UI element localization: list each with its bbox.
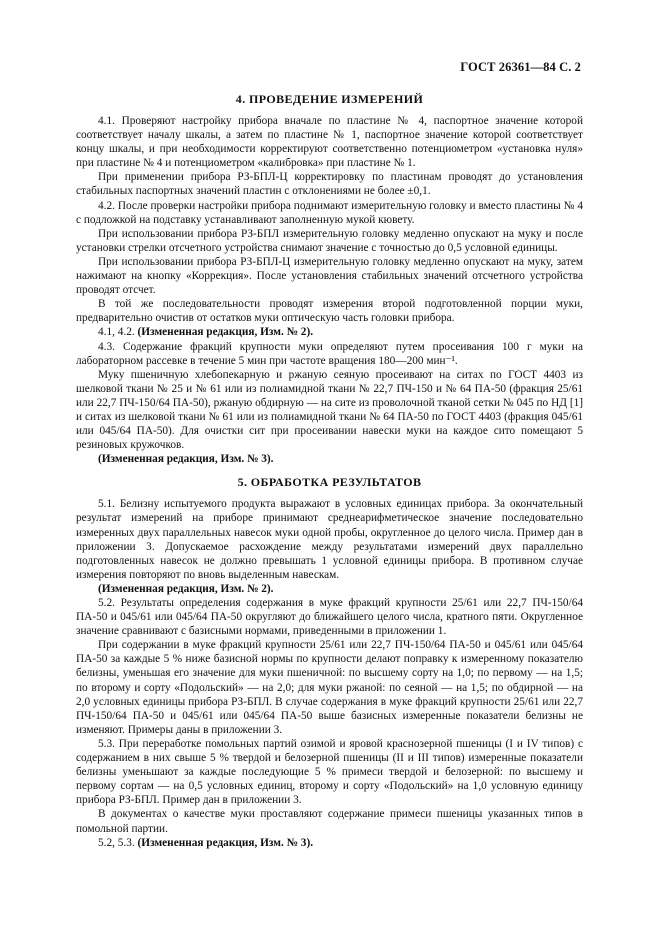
document-body bbox=[76, 92, 583, 850]
amendment-note-4-1-4-2 bbox=[76, 325, 583, 339]
paragraph-5-2: 5.2. Результаты определения содержания в муке фракций крупности 25/61 или 22,7 ПЧ-150/64 ПА-50 и 045/61 или 045/64 ПА-50 округляют до ближайшего целого числа, кратного пяти. Округленное значение сравнивают с базисными нормами, приведенными в приложении 1. bbox=[76, 597, 583, 638]
amendment-note-5-2-5-3 bbox=[76, 836, 583, 850]
paragraph-5-1: 5.1. Белизну испытуемого продукта выражают в условных единицах прибора. За окончательный результат измерений на приборе принимают среднеарифметическое значение последовательно измеренных двух параллельных навесок муки одной пробы, округленное до целого числа. Пример дан в приложении 3. Допускаемое расхождение между результатами измерений двух параллельно подготовленных навесок не должно превышать 1 условной единицы прибора. В противном случае измерения повторяют по вновь выделенным навескам. bbox=[76, 498, 583, 581]
section-4-title: 4. ПРОВЕДЕНИЕ ИЗМЕРЕНИЙ bbox=[235, 92, 424, 106]
amendment-text: (Измененная редакция, Изм. № 2). bbox=[137, 326, 314, 339]
paragraph-4-2-d: В той же последовательности проводят измерения второй подготовленной порции муки, предварительно очистив от остатков муки оптическую часть головки прибора. bbox=[76, 298, 583, 325]
paragraph-4-1: 4.1. Проверяют настройку прибора вначале по пластине № 4, паспортное значение которой соответствует началу шкалы, а затем по пластине № 1, паспортное значение которой соответствует концу шкалы, и при необходимости корректируют соответственно потенциометром «установка нуля» при пластине № 4 и потенциометром «калибровка» при пластине № 1. bbox=[76, 115, 583, 170]
paragraph-4-2-b: При использовании прибора РЗ-БПЛ измерительную головку медленно опускают на муку и после установки стрелки отсчетного устройства снимают значение с точностью до 0,5 условной единицы. bbox=[76, 227, 583, 254]
amendment-note-4-3 bbox=[76, 452, 583, 466]
page-header: ГОСТ 26361—84 С. 2 bbox=[460, 60, 581, 74]
paragraph-5-2-b: При содержании в муке фракций крупности 25/61 или 22,7 ПЧ-150/64 ПА-50 и 045/61 или 045/64 ПА-50 за каждые 5 % ниже базисной нормы по крупности делают поправку к измеренному показателю белизны, уменьшая его значение для муки пшеничной: по высшему сорту на 1,0; по первому — на 1,5; по второму и сорту «Подольский» — на 2,0; для муки ржаной: по сеяной — на 1,5; по обдирной — на 2,0 условных единицы прибора РЗ-БПЛ. В случае содержания в муке фракций крупности 25/61 или 22,7 ПЧ-150/64 ПА-50 и 045/61 или 045/64 ПА-50 выше базисных измеренные показатели белизны не изменяют. Примеры даны в приложении 3. bbox=[76, 639, 583, 736]
paragraph-5-3: 5.3. При переработке помольных партий озимой и яровой краснозерной пшеницы (I и IV типов) с содержанием в них свыше 5 % твердой и белозерной пшеницы (II и III типов) измеренные показатели белизны уменьшают за каждые последующие 5 % примеси твердой и белозерной: по высшему и первому сортам — на 0,5 условных единиц, второму и сорту «Подольский» на 1,0 условную единицу прибора РЗ-БПЛ. Пример дан в приложении 3. bbox=[76, 737, 583, 807]
amendment-text: (Измененная редакция, Изм. № 3). bbox=[98, 453, 274, 466]
paragraph-4-2-c: При использовании прибора РЗ-БПЛ-Ц измерительную головку медленно опускают на муку, затем нажимают на кнопку «Коррекция». После установления стабильных значений отсчетного устройства проводят отсчет. bbox=[76, 255, 583, 297]
amendment-text: (Измененная редакция, Изм. № 2). bbox=[98, 582, 274, 595]
paragraph-4-3: 4.3. Содержание фракций крупности муки определяют путем просеивания 100 г муки на лабораторном рассевке в течение 5 мин при частоте вращения 180—200 мин⁻¹. bbox=[76, 340, 583, 367]
paragraph-4-3-b: Муку пшеничную хлебопекарную и ржаную сеяную просеивают на ситах по ГОСТ 4403 из шелковой ткани № 25 и № 61 или из полиамидной ткани № 22,7 ПЧ-150 и № 64 ПА-50 (фракция 25/61 или 22,7 ПЧ-150/64 ПА-50), ржаную обдирную — на сите из проволочной тканой сетки № 045 по НД [1] и ситах из шелковой ткани № 61 или из полиамидной ткани № 64 ПА-50 по ГОСТ 4403 (фракция 045/61 или 045/64 ПА-50). Для очистки сит при просеивании навески муки на каждое сито помещают 5 резиновых кружочков. bbox=[76, 368, 583, 452]
amendment-text: (Измененная редакция, Изм. № 3). bbox=[137, 836, 314, 849]
paragraph-4-2: 4.2. После проверки настройки прибора поднимают измерительную головку и вместо пластины № 4 с подложкой на подставку устанавливают заполненную мукой кювету. bbox=[76, 199, 583, 226]
paragraph-5-3-b: В документах о качестве муки проставляют содержание примеси пшеницы указанных типов в помольной партии. bbox=[76, 808, 583, 835]
paragraph-4-1-b: При применении прибора РЗ-БПЛ-Ц корректировку по пластинам проводят до установления стабильных паспортных значений пластин с отклонениями не более ±0,1. bbox=[76, 171, 583, 198]
section-5-title: 5. ОБРАБОТКА РЕЗУЛЬТАТОВ bbox=[237, 475, 422, 490]
amendment-prefix: 4.1, 4.2. bbox=[98, 326, 135, 339]
amendment-prefix: 5.2, 5.3. bbox=[98, 836, 135, 849]
amendment-note-5-1 bbox=[76, 582, 583, 596]
